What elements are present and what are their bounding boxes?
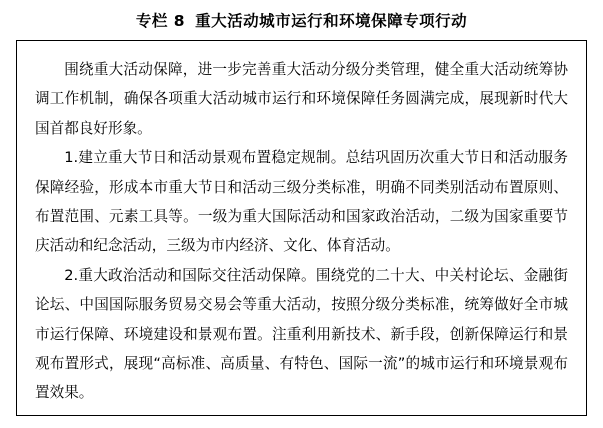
paragraph-intro: 围绕重大活动保障，进一步完善重大活动分级分类管理，健全重大活动统筹协调工作机制，确保各项重大活动城市运行和环境保障任务圆满完成，展现新时代大国首都良好形象。 [35,61,568,137]
paragraph-item-2: 2.重大政治活动和国际交往活动保障。围绕党的二十大、中关村论坛、金融街论坛、中国国际服务贸易交易会等重大活动，按照分级分类标准，统筹做好全市城市运行保障、环境建设和景观布置。注重利用新技术、新手段，创新保障运行和景观布置形式，展现“高标准、高质量、有特色、国际一流”的城市运行和环境景观布置效果。 [35,266,568,402]
box-title-text: 重大活动城市运行和环境保障专项行动 [195,12,468,30]
box-body [35,55,568,408]
box-title [0,8,603,34]
paragraph-item-1: 1.建立重大节日和活动景观布置稳定规制。总结巩固历次重大节日和活动服务保障经验，形成本市重大节日和活动三级分类标准，明确不同类别活动布置原则、布置范围、元素工具等。一级为重大国际活动和国家政治活动，二级为国家重要节庆活动和纪念活动，三级为市内经济、文化、体育活动。 [35,149,568,255]
box-number-label: 专栏 8 [135,12,186,30]
box-frame [16,40,587,416]
